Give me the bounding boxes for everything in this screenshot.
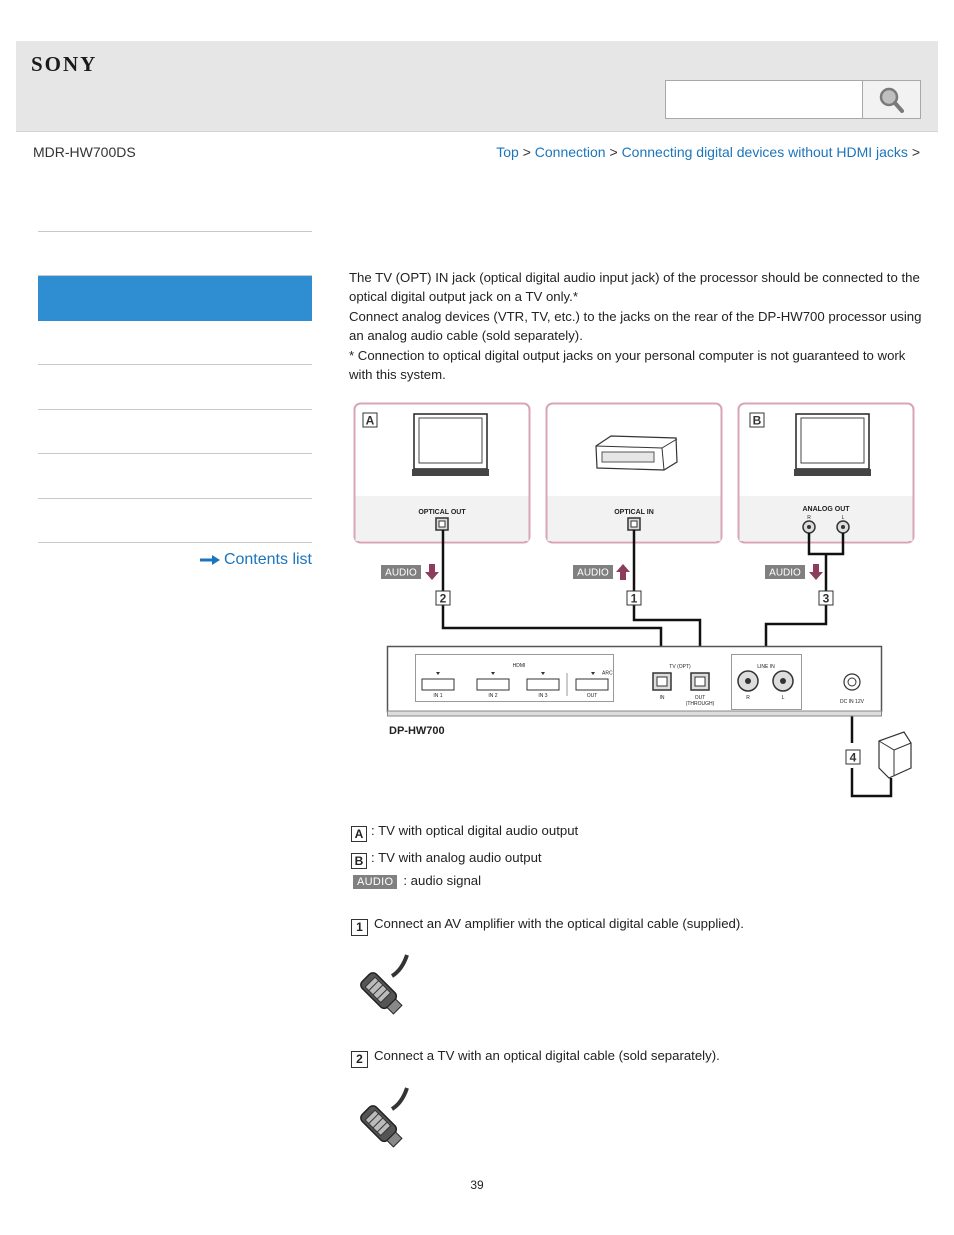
analog-out-label: ANALOG OUT bbox=[802, 506, 850, 513]
svg-text:ARC: ARC bbox=[602, 670, 613, 677]
svg-text:OUT: OUT bbox=[586, 693, 598, 699]
step-2: 2 Connect a TV with an optical digital cable (sold separately). bbox=[351, 1048, 720, 1068]
breadcrumb-top[interactable]: Top bbox=[496, 144, 519, 160]
site-header bbox=[16, 41, 938, 132]
panel-b-letter: B bbox=[752, 413, 762, 428]
svg-text:IN 3: IN 3 bbox=[538, 693, 548, 699]
arrow-up-icon bbox=[616, 564, 630, 580]
breadcrumb-separator: > bbox=[911, 144, 920, 160]
processor-unit bbox=[388, 647, 882, 738]
svg-text:TV (OPT): TV (OPT) bbox=[669, 664, 691, 670]
contents-list-link[interactable] bbox=[38, 551, 312, 569]
legend-b: B : TV with analog audio output bbox=[351, 850, 542, 869]
legend-a-letter: A bbox=[351, 826, 367, 842]
intro-paragraph: Connect analog devices (VTR, TV, etc.) to the jacks on the rear of the DP-HW700 processor using an analog audio cable (sold separately). bbox=[349, 308, 922, 344]
sidebar-divider bbox=[38, 231, 312, 232]
svg-text:2: 2 bbox=[439, 591, 447, 606]
svg-text:OUT: OUT bbox=[694, 695, 706, 701]
sidebar-divider bbox=[38, 542, 312, 543]
svg-text:(THROUGH): (THROUGH) bbox=[685, 701, 715, 707]
breadcrumb-connection[interactable]: Connection bbox=[534, 144, 606, 160]
search-box bbox=[665, 80, 921, 119]
connection-diagram bbox=[349, 398, 919, 803]
optical-out-label: OPTICAL OUT bbox=[418, 509, 466, 516]
svg-text:AUDIO: AUDIO bbox=[769, 567, 801, 579]
sidebar-item-active[interactable] bbox=[38, 276, 312, 321]
svg-text:4: 4 bbox=[849, 750, 857, 765]
sidebar-divider bbox=[38, 364, 312, 365]
svg-text:IN 2: IN 2 bbox=[488, 693, 498, 699]
panel-amplifier bbox=[547, 404, 722, 543]
panel-a-tv bbox=[355, 404, 530, 543]
legend-a: A : TV with optical digital audio output bbox=[351, 823, 578, 842]
arrow-right-icon bbox=[200, 555, 220, 565]
sony-logo[interactable]: SONY bbox=[31, 52, 98, 76]
svg-text:AUDIO: AUDIO bbox=[577, 567, 609, 579]
optical-in-label: OPTICAL IN bbox=[614, 509, 654, 516]
audio-badge-a bbox=[381, 564, 439, 580]
audio-badge: AUDIO bbox=[353, 875, 397, 889]
svg-text:R: R bbox=[807, 515, 811, 521]
page-number: 39 bbox=[470, 1178, 484, 1192]
intro-footnote: * Connection to optical digital output jacks on your personal computer is not guaranteed to work with this system. bbox=[349, 347, 906, 383]
intro-text bbox=[349, 268, 924, 384]
ac-adapter bbox=[879, 732, 911, 778]
svg-text:IN 1: IN 1 bbox=[433, 693, 443, 699]
breadcrumb-separator: > bbox=[522, 144, 531, 160]
breadcrumb-separator: > bbox=[609, 144, 618, 160]
legend-b-letter: B bbox=[351, 853, 367, 869]
breadcrumb-current[interactable]: Connecting digital devices without HDMI jacks bbox=[621, 144, 908, 160]
svg-text:IN: IN bbox=[659, 695, 665, 701]
svg-text:3: 3 bbox=[822, 591, 830, 606]
svg-text:LINE IN: LINE IN bbox=[757, 664, 775, 670]
svg-text:L: L bbox=[781, 695, 785, 701]
legend-audio: AUDIO : audio signal bbox=[351, 873, 481, 889]
search-button[interactable] bbox=[862, 81, 920, 118]
panel-b-tv bbox=[739, 404, 914, 543]
step-1: 1 Connect an AV amplifier with the optical digital cable (supplied). bbox=[351, 916, 744, 936]
contents-list-label: Contents list bbox=[223, 551, 312, 568]
step-number: 2 bbox=[351, 1051, 368, 1068]
audio-badge-mid bbox=[573, 564, 630, 580]
sidebar-divider bbox=[38, 453, 312, 454]
optical-cable-image bbox=[352, 1085, 414, 1159]
intro-paragraph: The TV (OPT) IN jack (optical digital audio input jack) of the processor should be connected to the optical digital output jack on a TV only.* bbox=[349, 270, 920, 305]
svg-text:AUDIO: AUDIO bbox=[385, 567, 417, 579]
sidebar-divider bbox=[38, 409, 312, 410]
model-name: MDR-HW700DS bbox=[33, 144, 136, 160]
search-icon bbox=[878, 86, 904, 113]
optical-cable-image bbox=[352, 952, 414, 1026]
panel-a-letter: A bbox=[365, 413, 375, 428]
search-input[interactable] bbox=[666, 81, 862, 118]
svg-text:DC IN 12V: DC IN 12V bbox=[840, 699, 864, 705]
processor-model: DP-HW700 bbox=[389, 725, 445, 737]
svg-text:L: L bbox=[841, 515, 845, 521]
arrow-down-icon bbox=[425, 564, 439, 580]
svg-text:HDMI: HDMI bbox=[512, 663, 526, 669]
arrow-down-icon bbox=[809, 564, 823, 580]
sidebar-divider bbox=[38, 498, 312, 499]
svg-text:R: R bbox=[746, 695, 750, 701]
step-number: 1 bbox=[351, 919, 368, 936]
audio-badge-b bbox=[765, 564, 823, 580]
breadcrumb bbox=[496, 144, 920, 160]
svg-text:1: 1 bbox=[630, 591, 638, 606]
